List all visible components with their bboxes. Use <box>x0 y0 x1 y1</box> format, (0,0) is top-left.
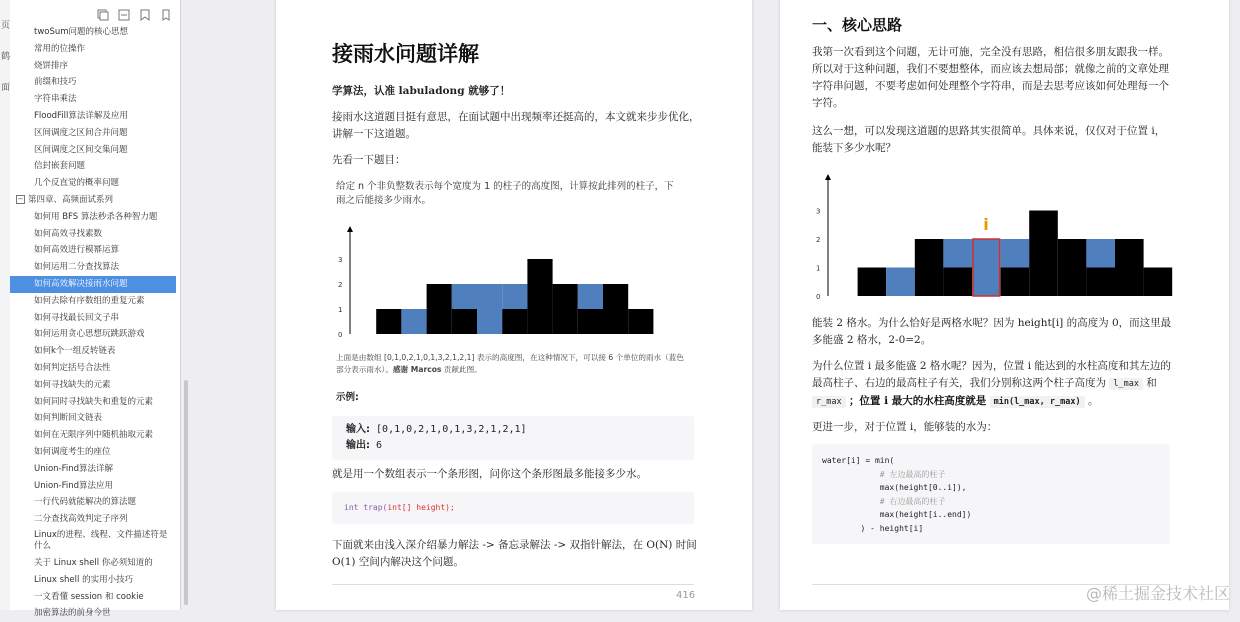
toc-item[interactable] <box>10 259 176 276</box>
toc-item-label: 如何运用贪心思想玩跳跃游戏 <box>34 329 145 340</box>
code-comment: # 左边最高的柱子 <box>822 469 946 479</box>
bookmark-icon[interactable] <box>160 9 172 21</box>
height-bar <box>527 259 552 334</box>
toc-item[interactable] <box>10 478 176 495</box>
code-line: max(height[0..i]), <box>822 483 967 492</box>
y-tick-label: 0 <box>816 293 821 301</box>
signature-code <box>344 501 455 515</box>
toc-item-label: 加密算法的前身今世 <box>34 608 111 619</box>
problem-line: 雨之后能接多少雨水。 <box>336 195 432 206</box>
height-bar <box>502 309 527 334</box>
toc-item-label: 如何判定括号合法性 <box>34 362 111 373</box>
toc-item-label: 如何k个一组反转链表 <box>34 346 116 357</box>
toc-item-label: 区间调度之区间交集问题 <box>34 144 128 155</box>
water-bar <box>1086 239 1115 268</box>
output-value: 6 <box>376 440 383 451</box>
caption-line: 上面是由数组 [0,1,0,2,1,0,1,3,2,1,2,1] 表示的高度图，在这种情况下，可以接 6 个单位的雨水（蓝色 <box>336 353 684 362</box>
collapse-toggle-icon[interactable]: − <box>17 194 24 203</box>
core-idea-paragraph: 我第一次看到这个问题，无计可施，完全没有思路，相信很多朋友跟我一样。所以对于这种问题，我们不要想整体，而应该去想局部；就像之前的文章处理字符串问题，不要考虑如何处理整个字符串，而是去思考应该如何处理每一个字符。 <box>812 46 1169 109</box>
toc-item-label: 如何寻找缺失的元素 <box>34 379 111 390</box>
water-bar <box>477 284 502 334</box>
height-bar <box>553 284 578 334</box>
intro-bold-text: 学算法，认准 labuladong 就够了！ <box>332 85 511 97</box>
edge-char: 页 <box>1 21 11 31</box>
height-bar <box>578 309 603 334</box>
code-line: ) - height[i] <box>822 523 924 533</box>
page-footer-rule <box>332 584 694 585</box>
toc-item[interactable] <box>10 589 176 606</box>
toc-item[interactable] <box>10 461 176 478</box>
toc-item[interactable] <box>10 74 176 91</box>
toc-item-label: 几个反直觉的概率问题 <box>34 178 120 189</box>
toc-item[interactable] <box>10 410 176 427</box>
height-bar <box>858 268 887 297</box>
toc-item-label: 如何高效进行模幂运算 <box>34 245 120 256</box>
y-tick-label: 1 <box>338 306 343 314</box>
bookmark-add-icon[interactable] <box>139 9 151 21</box>
formula-intro: 更进一步，对于位置 i，能够装的水为： <box>812 421 998 433</box>
toc-item-label: 如何判断回文链表 <box>34 413 103 424</box>
toc-item-label: Union-Find算法应用 <box>34 480 114 491</box>
water-bar <box>886 268 915 297</box>
toc-item[interactable] <box>10 58 176 75</box>
toc-item[interactable] <box>10 528 176 555</box>
code-line: water[i] = min( <box>822 456 895 465</box>
toc-item[interactable] <box>10 41 176 58</box>
approach-paragraph: 下面就来由浅入深介绍暴力解法 -> 备忘录解法 -> 双指针解法，在 O(N) 时间 O(1) 空间内解决这个问题。 <box>332 539 697 568</box>
toc-item-label: 烧饼排序 <box>34 60 69 71</box>
toc-item-label: 前缀和技巧 <box>34 77 77 88</box>
height-bar <box>943 268 972 297</box>
section-heading: 一、核心思路 <box>812 16 903 34</box>
y-tick-label: 0 <box>338 331 343 339</box>
toc-item[interactable] <box>10 511 176 528</box>
toc-item[interactable] <box>10 310 176 327</box>
y-tick-label: 3 <box>338 256 343 264</box>
code-param: height); <box>411 503 455 512</box>
inline-code-rmax: r_max <box>812 396 846 408</box>
toc-item-label: 如何在无限序列中随机抽取元素 <box>34 430 154 441</box>
rainwater-position-chart <box>812 170 1182 305</box>
example-box <box>332 416 694 460</box>
toc-item-label: 如何高效解决接雨水问题 <box>34 278 128 289</box>
problem-line: 给定 n 个非负整数表示每个宽度为 1 的柱子的高度图，计算按此排列的柱子，下 <box>336 181 674 192</box>
water-bar <box>578 284 603 309</box>
position-question: 这么一想，可以发现这道题的思路其实很简单。具体来说，仅仅对于位置 i，能装下多少水呢？ <box>812 125 1166 154</box>
toc-item-label: 常用的位操作 <box>34 43 86 54</box>
height-bar <box>603 284 628 334</box>
y-axis-arrow <box>825 174 831 180</box>
toc-item[interactable] <box>10 125 176 142</box>
output-label: 输出: <box>346 440 370 451</box>
input-label: 输入: <box>346 424 370 435</box>
toc-item-label: 信封嵌套问题 <box>34 161 86 172</box>
toc-item[interactable] <box>10 158 176 175</box>
page-416 <box>276 0 752 610</box>
caption-line <box>336 364 706 376</box>
toc-item[interactable] <box>10 108 176 125</box>
problem-statement <box>336 180 696 208</box>
toc-item-label: 如何高效寻找素数 <box>34 228 103 239</box>
toc-item[interactable] <box>10 494 176 511</box>
rainwater-chart <box>336 222 666 342</box>
water-bar <box>943 239 972 268</box>
height-bar <box>1058 239 1087 296</box>
toc-item[interactable] <box>10 142 176 159</box>
height-bar <box>1001 268 1030 297</box>
input-value: [0,1,0,2,1,0,1,3,2,1,2,1] <box>376 424 527 435</box>
toc-item[interactable] <box>10 444 176 461</box>
height-bar <box>915 239 944 296</box>
edge-char: 面 <box>1 83 11 93</box>
y-tick-label: 1 <box>816 264 821 273</box>
edge-char: 鹤 <box>1 52 11 62</box>
inline-code-min: min(l_max, r_max) <box>990 396 1085 408</box>
code-line: max(height[i..end]) <box>822 510 972 519</box>
water-bar <box>972 239 1001 296</box>
intro-paragraph: 接雨水这道题目挺有意思，在面试题中出现频率还挺高的，本文就来步步优化，讲解一下这道题。 <box>332 111 700 140</box>
height-bar <box>1144 268 1173 297</box>
max-water-paragraph <box>812 358 1172 411</box>
water-bar <box>1001 239 1030 268</box>
toc-item-label: FloodFill算法详解及应用 <box>34 110 128 121</box>
toc-item-label: 如何同时寻找缺失和重复的元素 <box>34 396 154 407</box>
y-tick-label: 3 <box>816 207 821 216</box>
toc-item-label: 如何运用二分查找算法 <box>34 262 120 273</box>
caption-thanks: 感谢 Marcos <box>392 365 442 374</box>
toc-item-label: 二分查找高效判定子序列 <box>34 514 128 525</box>
toc-item[interactable] <box>10 242 176 259</box>
page-417 <box>780 0 1229 610</box>
height-bar <box>1029 211 1058 297</box>
text-span-bold: ；位置 i 最大的水柱高度就是 <box>848 395 987 407</box>
toc-item-label: 如何去除有序数组的重复元素 <box>34 295 145 306</box>
caption-text: 贡献此图。 <box>441 365 482 374</box>
toc-item[interactable] <box>10 377 176 394</box>
question-intro: 先看一下题目： <box>332 154 406 166</box>
table-of-contents <box>10 24 176 622</box>
toc-item-label: 关于 Linux shell 你必须知道的 <box>34 557 153 568</box>
toc-item[interactable] <box>10 343 176 360</box>
toc-item[interactable] <box>10 91 176 108</box>
toc-item-label: 字符串乘法 <box>34 94 77 105</box>
height-bar <box>427 284 452 334</box>
toc-item[interactable] <box>10 326 176 343</box>
water-bar <box>401 309 426 334</box>
watermark: @稀土掘金技术社区 <box>1085 584 1230 603</box>
toc-item[interactable] <box>10 175 176 192</box>
code-fn: trap( <box>358 503 388 512</box>
water-bar <box>452 284 477 309</box>
height-bar <box>452 309 477 334</box>
toc-item-label: twoSum问题的核心思想 <box>34 27 129 37</box>
code-keyword: int <box>344 503 359 512</box>
collapse-all-icon[interactable] <box>118 9 130 21</box>
text-span: 。 <box>1087 395 1099 407</box>
height-bar <box>376 309 401 334</box>
toc-item[interactable] <box>10 360 176 377</box>
code-type: int[] <box>387 503 412 512</box>
signature-code-block <box>332 492 694 524</box>
text-span: 为什么位置 i 最多能盛 2 格水呢？因为，位置 i 能达到的水柱高度和其左边的最高柱子、右边的最高柱子有关，我们分别称这两个柱子高度为 <box>812 360 1171 389</box>
chart-caption <box>336 352 706 376</box>
toc-item-label: Linux的进程、线程、文件描述符是什么 <box>34 529 168 551</box>
toc-item[interactable] <box>10 555 176 572</box>
y-axis-arrow <box>347 226 353 232</box>
toc-item-label: 如何用 BFS 算法秒杀各种智力题 <box>34 211 158 222</box>
formula-code-block <box>812 444 1170 544</box>
height-bar <box>628 309 653 334</box>
toc-item-label: 如何调度考生的座位 <box>34 446 111 457</box>
inline-code-lmax: l_max <box>1109 378 1143 390</box>
page-title: 接雨水问题详解 <box>332 41 479 66</box>
toc-item[interactable] <box>10 209 176 226</box>
y-tick-label: 2 <box>338 281 343 289</box>
expand-all-icon[interactable] <box>97 9 109 21</box>
text-span: 和 <box>1146 377 1157 389</box>
water-bar <box>502 284 527 309</box>
formula-code <box>822 454 971 535</box>
toc-item[interactable] <box>10 572 176 589</box>
y-tick-label: 2 <box>816 236 821 244</box>
toc-item[interactable] <box>10 24 176 41</box>
caption-text: 部分表示雨水）。 <box>336 365 393 374</box>
toc-chapter[interactable] <box>10 192 176 209</box>
toc-item[interactable] <box>10 605 176 622</box>
height-bar <box>1115 239 1144 296</box>
toc-item[interactable] <box>10 394 176 411</box>
toc-item[interactable] <box>10 226 176 243</box>
position-marker-label: i <box>983 215 989 234</box>
example-io <box>346 422 527 454</box>
sidebar-scrollbar[interactable] <box>184 380 188 605</box>
toc-item-label: 第四章、高频面试系列 <box>28 194 114 205</box>
example-label: 示例: <box>336 392 359 403</box>
toc-item-label: 如何寻找最长回文子串 <box>34 312 120 323</box>
height-bar <box>1086 268 1115 297</box>
code-comment: # 右边最高的柱子 <box>822 496 946 506</box>
outline-sidebar <box>10 0 181 619</box>
toc-item[interactable] <box>10 427 176 444</box>
toc-item-label: 一行代码就能解决的算法题 <box>34 497 137 508</box>
page-number: 416 <box>676 590 696 601</box>
toc-item-label: Linux shell 的实用小技巧 <box>34 574 134 585</box>
toc-item-label: Union-Find算法详解 <box>34 463 114 474</box>
toc-item-label: 一文看懂 session 和 cookie <box>34 591 144 602</box>
two-units-paragraph: 能装 2 格水。为什么恰好是两格水呢？因为 height[i] 的高度为 0，而这里最多能盛 2 格水，2-0=2。 <box>812 317 1172 346</box>
problem-summary: 就是用一个数组表示一个条形图，问你这个条形图最多能接多少水。 <box>332 468 647 480</box>
toc-item[interactable] <box>10 293 176 310</box>
toc-item[interactable] <box>10 276 176 293</box>
toc-item-label: 区间调度之区间合并问题 <box>34 127 128 138</box>
